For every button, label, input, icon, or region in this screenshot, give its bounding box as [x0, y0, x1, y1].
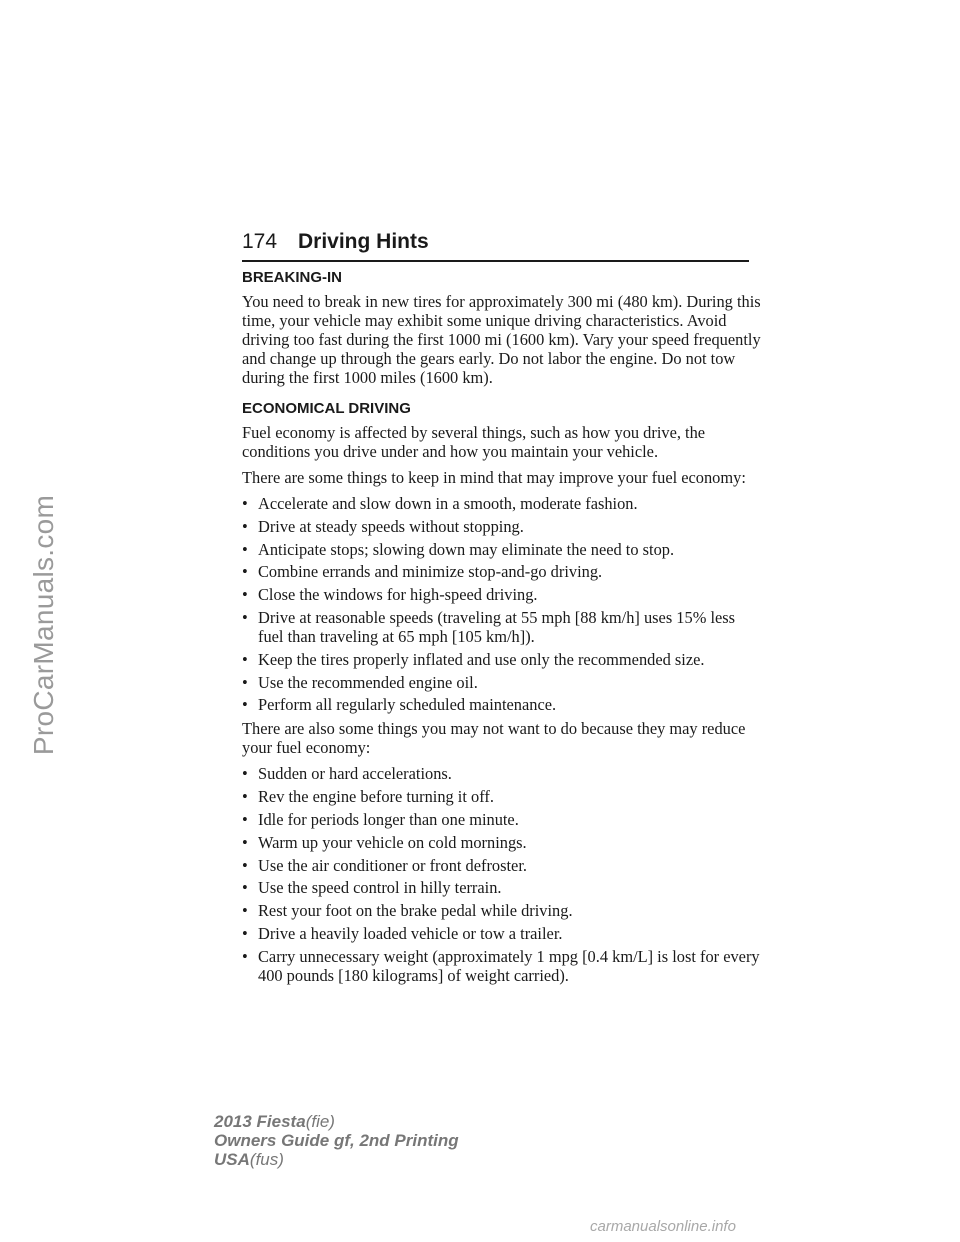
list-item: • Drive at steady speeds without stopping.	[242, 516, 524, 536]
footer-line-region: USA(fus)	[214, 1150, 284, 1169]
list-item: • Rev the engine before turning it off.	[242, 787, 494, 807]
list-item: • Anticipate stops; slowing down may eliminate the need to stop.	[242, 539, 675, 559]
bullet-icon: •	[242, 494, 248, 513]
chapter-title: Driving Hints	[298, 230, 429, 253]
section-heading-economical-driving: ECONOMICAL DRIVING	[242, 400, 411, 417]
avoid-intro-paragraph: There are also some things you may not want to do because they may reduce your fuel economy:	[242, 719, 746, 758]
list-item: • Drive at reasonable speeds (traveling at 55 mph [88 km/h] uses 15% less fuel than traveling at 65 mph [105 km/h]).	[242, 607, 736, 646]
bullet-icon: •	[242, 901, 248, 921]
bullet-icon: •	[242, 585, 248, 605]
page-number: 174	[242, 230, 278, 253]
bullet-icon: •	[242, 539, 248, 559]
improve-list	[242, 494, 762, 714]
bullet-icon: •	[242, 946, 248, 966]
list-item: • Keep the tires properly inflated and use only the recommended size.	[242, 649, 705, 669]
list-item: • Use the recommended engine oil.	[242, 672, 478, 692]
page-header	[242, 230, 749, 262]
list-item: • Idle for periods longer than one minute.	[242, 809, 519, 829]
footer-line-model: 2013 Fiesta(fie)	[214, 1112, 335, 1131]
breaking-in-paragraph: You need to break in new tires for approximately 300 mi (480 km). During this time, your vehicle may exhibit some unique driving characteristics. Avoid driving too fast during the first 1000 mi (1600 km). Vary your speed frequently and change up through the gears early. Do not labor the engine. Do not tow during the first 1000 miles (1600 km).	[242, 292, 761, 387]
list-item: • Rest your foot on the brake pedal while driving.	[242, 901, 573, 921]
bullet-icon: •	[242, 516, 248, 536]
bullet-icon: •	[242, 562, 248, 582]
list-item: • Carry unnecessary weight (approximately 1 mpg [0.4 km/L] is lost for every 400 pounds [180 kilograms] of weight carried).	[242, 946, 760, 985]
bullet-icon: •	[242, 832, 248, 852]
page-content	[242, 268, 762, 990]
site-footer: carmanualsonline.info	[590, 1218, 736, 1235]
bullet-icon: •	[242, 764, 248, 784]
bullet-icon: •	[242, 672, 248, 692]
list-item: • Close the windows for high-speed driving.	[242, 585, 538, 605]
list-item: • Use the air conditioner or front defroster.	[242, 855, 527, 875]
economy-intro-paragraph: Fuel economy is affected by several things, such as how you drive, the conditions you drive under and how you maintain your vehicle.	[242, 423, 706, 461]
list-item: • Combine errands and minimize stop-and-go driving.	[242, 562, 603, 582]
bullet-icon: •	[242, 787, 248, 807]
bullet-icon: •	[242, 855, 248, 875]
watermark	[4, 494, 84, 756]
list-item: • Drive a heavily loaded vehicle or tow a trailer.	[242, 923, 563, 943]
bullet-icon: •	[242, 607, 248, 627]
document-footer	[214, 1112, 459, 1169]
bullet-icon: •	[242, 649, 248, 669]
bullet-icon: •	[242, 809, 248, 829]
bullet-icon: •	[242, 923, 248, 943]
list-item: • Use the speed control in hilly terrain.	[242, 878, 502, 898]
list-item: • Sudden or hard accelerations.	[242, 764, 452, 784]
bullet-icon: •	[242, 695, 248, 715]
list-item: • Accelerate and slow down in a smooth, moderate fashion.	[242, 494, 638, 513]
list-item: • Warm up your vehicle on cold mornings.	[242, 832, 527, 852]
section-heading-breaking-in: BREAKING-IN	[242, 269, 342, 286]
improve-intro-paragraph: There are some things to keep in mind that may improve your fuel economy:	[242, 468, 746, 487]
list-item: • Perform all regularly scheduled maintenance.	[242, 695, 557, 715]
bullet-icon: •	[242, 878, 248, 898]
footer-line-guide: Owners Guide gf, 2nd Printing	[214, 1131, 459, 1150]
watermark-text: ProCarManuals.com	[28, 494, 59, 756]
avoid-list	[242, 764, 762, 984]
